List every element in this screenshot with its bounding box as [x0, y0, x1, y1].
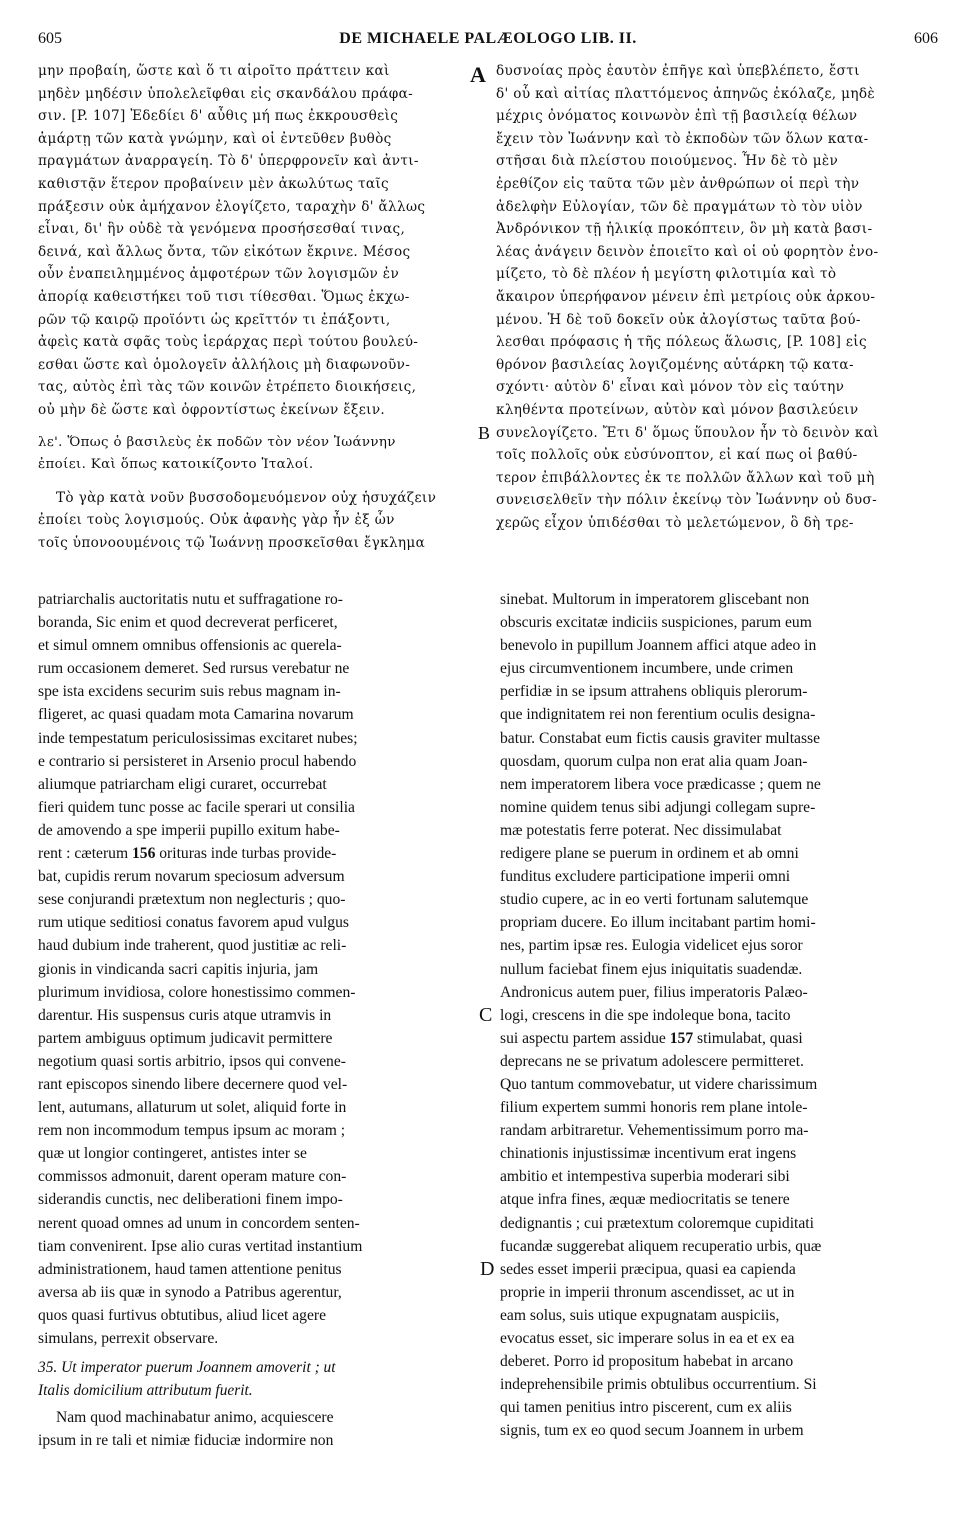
marginal-page-number: 157	[669, 1029, 694, 1047]
text-line: sedes esset imperii præcipua, quasi ea capienda	[500, 1260, 796, 1278]
text-line: Quo tantum commovebatur, ut videre charissimum	[500, 1075, 818, 1093]
text-line: πραγμάτων ἀναρραγείη. Τὸ δ' ὑπερφρονεῖν καὶ ἀντι-	[38, 153, 419, 170]
text-line: et simul omnem omnibus offensionis ac querela-	[38, 637, 342, 655]
text-line: κληθέντα προτείνων, αὐτὸν καὶ μόνον βασιλεύειν	[496, 401, 859, 418]
text-line: ἐρεθίζον εἰς ταῦτα τῶν μὲν ἀνθρώπων οἱ περὶ τὴν	[496, 175, 860, 192]
text-line: plurimum invidiosa, colore honestissimo commen-	[38, 983, 356, 1001]
text-line: simulans, perrexit observare.	[38, 1330, 219, 1347]
text-line: 35. Ut imperator puerum Joannem amoverit ; ut	[38, 1359, 336, 1377]
text-line: que indignitatem rei non ferentium oculis designa-	[500, 706, 816, 724]
text-line: sinebat. Multorum in imperatorem gliscebant non	[500, 591, 810, 608]
running-title: DE MICHAELE PALÆOLOGO LIB. II.	[339, 30, 637, 47]
text-line: qui tamen penitius intro piscerent, cum ex aliis	[500, 1399, 792, 1417]
text-line: Ἀνδρόνικον τῇ ἡλικίᾳ προκόπτειν, ὃν μὴ κατὰ βασι-	[496, 221, 873, 238]
text-line: θρόνον βασιλείας λογιζομένης αὐτάρκη τῷ κατα-	[496, 356, 854, 373]
text-line: batur. Constabat eum fictis causis graviter multasse	[500, 729, 821, 747]
text-line: administrationem, haud tamen attentione penitus	[38, 1260, 342, 1278]
text-line: e contrario si persisteret in Arsenio procul habendo	[38, 752, 357, 770]
text-line: studio cupere, ac in eo verti fortunam salutemque	[500, 891, 809, 909]
text-line: τοῖς ὑπονοουμένοις τῷ Ἰωάννῃ προσκεῖσθαι ἔγκλημα	[38, 534, 426, 551]
section-marker-b: B	[478, 423, 491, 443]
text-line: ἔχειν τὸν Ἰωάννην καὶ τὸ ἐκποδὼν τῶν ὅλων κατα-	[496, 130, 869, 147]
text-line: οὖν ἐναπειλημμένος ἀμφοτέρων τῶν λογισμῶν ἐν	[38, 266, 400, 283]
greek-column-left	[38, 60, 468, 554]
latin-section-heading	[38, 1356, 470, 1402]
text-line: rum occasionem demeret. Sed rursus verebatur ne	[38, 660, 350, 678]
text-line: perfidiæ in se ipsum attrahens obliquis plerorum-	[500, 683, 808, 701]
text-line: μίζετο, τὸ δὲ πλέον ἡ μεγίστη φιλοτιμία καὶ τὸ	[496, 266, 837, 283]
text-line: Τὸ γὰρ κατὰ νοῦν βυσσοδομευόμενον οὐχ ἡσυχάζειν	[56, 489, 437, 506]
text-line: signis, tum ex eo quod secum Joannem in urbem	[500, 1422, 804, 1440]
text-line: chinationis injustissimæ incentivum erat ingens	[500, 1145, 797, 1163]
text-line: lent, autumans, allaturum ut solet, aliquid forte in	[38, 1099, 347, 1117]
greek-column-right	[496, 60, 932, 534]
text-line: de amovendo a spe imperii pupillo exitum habe-	[38, 821, 340, 839]
text-line: benevolo in pupillum Joannem affici atque adeo in	[500, 637, 817, 655]
section-marker-a: A	[470, 62, 486, 87]
latin-right-body	[500, 588, 934, 1442]
text-line: evocatus esset, sic imperare solus in ea et ex ea	[500, 1330, 795, 1347]
text-line: Andronicus autem puer, filius imperatoris Palæo-	[500, 983, 808, 1001]
text-line: μην προβαίη, ὥστε καὶ ὅ τι αἱροῖτο πράττειν καὶ	[38, 63, 390, 79]
text-line: μέχρις ὀνόματος κοινωνὸν ἐπὶ τῇ βασιλείᾳ θέλων	[496, 108, 858, 125]
text-line: darentur. His suspensus curis atque utramvis in	[38, 1006, 332, 1024]
section-marker-d: D	[480, 1258, 495, 1280]
text-line: eam solus, suis utique expugnatam auspiciis,	[500, 1306, 780, 1324]
text-line: randam arbitraretur. Vehementissimum porro ma-	[500, 1122, 809, 1140]
text-line: indeprehensibile primis obtulibus occurrentium. Si	[500, 1376, 817, 1394]
text-line: funditus excludere participatione imperii omni	[500, 868, 791, 886]
text-line: atque infra fines, æquæ mediocritatis se tenere	[500, 1191, 790, 1209]
text-line: Italis domicilium attributum fuerit.	[38, 1382, 253, 1400]
text-line: sese conjurandi prætextum non neglecturis ; quo-	[38, 891, 346, 909]
text-line: λε'. Ὅπως ὁ βασιλεὺς ἐκ ποδῶν τὸν νέον Ἰωάννην	[38, 434, 396, 450]
text-line: proprie in imperii thronum ascendisset, ac ut in	[500, 1283, 795, 1301]
text-line: μηδὲν μηδέσιν ὑπολελεῖφθαι εἰς σκανδάλου πράφα-	[38, 85, 414, 102]
text-line: quæ ut longior contingeret, antistes inter se	[38, 1145, 307, 1163]
text-line: negotium quasi sortis arbitrio, ipsos qui convene-	[38, 1052, 346, 1070]
text-line: λέας ἀνάγειν δεινὸν ἐποιεῖτο καὶ οἱ οὐ φορητὸν ἐνο-	[496, 243, 879, 260]
page-number-left: 605	[38, 30, 62, 47]
text-line: haud dubium inde traherent, quod justitiæ ac reli-	[38, 937, 347, 955]
latin-left-body	[38, 588, 470, 1350]
greek-section-heading	[38, 432, 468, 477]
text-line: fligeret, ac quasi quadam mota Camarina novarum	[38, 706, 354, 724]
text-line: δ' οὗ καὶ αἰτίας πλαττόμενος ἀπηνῶς ἐκόλαζε, μηδὲ	[496, 85, 875, 102]
text-line: propriam ducere. Eo illum incitabant partim homi-	[500, 914, 816, 932]
section-marker-c: C	[479, 1004, 493, 1026]
text-line: dedignantis ; cui prætextum coloremque cupiditati	[500, 1214, 814, 1232]
text-line: nerent quoad omnes ad unum in concordem senten-	[38, 1214, 360, 1232]
latin-left-after-body	[38, 1406, 470, 1452]
text-line: ρῶν τῷ καιρῷ προϊόντι ὡς κρεῖττόν τι ἐπάξοντι,	[38, 311, 391, 328]
text-line: rem non incommodum tempus ipsum ac moram ;	[38, 1122, 346, 1140]
text-line: quos quasi furtivus obtutibus, aliud licet agere	[38, 1306, 326, 1324]
text-line: rent : cæterum 156 orituras inde turbas provide-	[38, 845, 337, 863]
text-line: nes, partim ipsæ res. Eulogia videlicet ejus soror	[500, 937, 803, 955]
text-line: ambitio et intempestiva superbia moderari sibi	[500, 1168, 790, 1186]
greek-left-after-body	[38, 487, 468, 555]
text-line: λεσθαι πρόφασις ἡ τῆς πόλεως ἅλωσις, [P. 108] εἰς	[496, 334, 867, 351]
text-line: redigere plane se puerum in ordinem et ab omni	[500, 845, 799, 863]
text-line: μένου. Ἡ δὲ τοῦ δοκεῖν οὐκ ἀλογίστως ταῦτα βού-	[496, 311, 861, 328]
text-line: ἀφεὶς κατὰ σφᾶς τοὺς ἱεράρχας περὶ τούτου βουλεύ-	[38, 334, 419, 351]
text-line: ipsum in re tali et nimiæ fiduciæ indormire non	[38, 1432, 334, 1450]
text-line: logi, crescens in die spe indoleque bona, tacito	[500, 1006, 791, 1024]
text-line: οὐ μὴν δὲ ὥστε καὶ ὀφροντίστως ἐκείνων ἔξειν.	[38, 401, 386, 418]
text-line: στῆσαι διὰ πλείστου ποιούμενος. Ἦν δὲ τὸ μὲν	[496, 153, 839, 170]
latin-column-right	[500, 588, 934, 1442]
text-line: χερῶς εἶχον ὑπιδέσθαι τὸ μελετώμενον, ὃ δὴ τρε-	[496, 514, 854, 531]
text-line: patriarchalis auctoritatis nutu et suffragatione ro-	[38, 591, 343, 608]
text-line: quosdam, quorum culpa non erat alia quam Joan-	[500, 752, 808, 770]
text-line: mæ potestatis ferre poterat. Nec dissimulabat	[500, 821, 782, 839]
text-line: filium expertem summi honoris rem plane intole-	[500, 1099, 808, 1117]
text-line: bat, cupidis rerum novarum speciosum adversum	[38, 868, 345, 886]
text-line: tiam convenirent. Ipse alio curas vertitad instantium	[38, 1237, 363, 1255]
text-line: commissos admonuit, darent operam mature con-	[38, 1168, 347, 1186]
text-line: fucandæ suggerebat aliquem recuperatio urbis, quæ	[500, 1237, 822, 1255]
text-line: ἁμάρτῃ τῶν κατὰ γνώμην, καὶ οἱ ἐντεῦθεν βυθὸς	[38, 130, 392, 147]
text-line: ἄκαιρον ὑπερήφανον μένειν ἐπὶ μετρίοις οὐκ ἀρκου-	[496, 288, 876, 305]
text-line: aversa ab iis quæ in synodo a Patribus agerentur,	[38, 1283, 342, 1301]
text-line: gionis in vindicanda sacri capitis injuria, jam	[38, 960, 319, 978]
text-line: inde tempestatum periculosissimas excitaret nubes;	[38, 729, 358, 747]
latin-column-left	[38, 588, 470, 1452]
text-line: aliumque patriarcham eligi curaret, occurrebat	[38, 775, 327, 793]
text-line: εἶναι, δι' ἣν οὐδὲ τὰ γενόμενα προσήσεσθαί τινας,	[38, 221, 406, 238]
page-header	[38, 30, 938, 52]
text-line: ἐποίει. Καὶ ὅπως κατοικίζοντο Ἰταλοί.	[38, 457, 314, 473]
text-line: siderandis cunctis, nec deliberationi finem impo-	[38, 1191, 343, 1209]
text-line: boranda, Sic enim et quod decreverat perficeret,	[38, 614, 338, 632]
page-number-right: 606	[914, 30, 938, 47]
text-line: τοῖς πολλοῖς οὐκ εὐσύνοπτον, εἰ καί πως οἱ βαθύ-	[496, 447, 858, 464]
marginal-page-number: 156	[131, 845, 156, 863]
greek-left-body	[38, 60, 468, 422]
text-line: partem ambiguus optimum judicavit permittere	[38, 1029, 333, 1047]
text-line: δεινά, καὶ ἄλλως ὄντα, τῶν εἰκότων ἔκρινε. Μέσος	[38, 243, 411, 260]
text-line: καθιστᾷν ἕτερον προβαίνειν μὲν ἀκωλύτως ταῖς	[38, 175, 390, 192]
text-line: σχόντι· αὐτὸν δ' εἶναι καὶ μόνον τὸν εἰς ταύτην	[496, 379, 845, 396]
text-line: nullum faciebat finem ejus iniquitatis suadendæ.	[500, 960, 803, 978]
text-line: deprecans ne se privatum adolescere permitteret.	[500, 1052, 804, 1070]
text-line: obscuris excitatæ indiciis suspiciones, parum eum	[500, 614, 812, 632]
text-line: sui aspectu partem assidue 157 stimulabat, quasi	[500, 1029, 803, 1047]
text-line: εσθαι ὥστε καὶ ὁμολογεῖν ἀλλήλοις μὴ διαφωνοῦν-	[38, 356, 411, 373]
text-line: συνελογίζετο. Ἔτι δ' ὅμως ὕπουλον ἦν τὸ δεινὸν καὶ	[496, 424, 879, 441]
text-line: Nam quod machinabatur animo, acquiescere	[56, 1409, 334, 1427]
text-line: ejus circumventionem incumbere, unde crimen	[500, 660, 794, 678]
text-line: πράξεσιν οὐκ ἀμήχανον ἐλογίζετο, ταραχὴν δ' ἄλλως	[38, 198, 426, 215]
text-line: fieri quidem tunc posse ac facile sperari ut consilia	[38, 798, 355, 816]
text-line: nem imperatorem libera voce prædicasse ; quem ne	[500, 775, 821, 793]
text-line: τας, αὐτὸς ἐπὶ τὰς τῶν κοινῶν ἐτρέπετο διοικήσεις,	[38, 379, 417, 396]
text-line: deberet. Porro id propositum habebat in arcano	[500, 1353, 794, 1371]
text-line: rant episcopos sinendo libere decernere quod vel-	[38, 1075, 348, 1093]
text-line: rum utique seditiosi conatus favorem apud vulgus	[38, 914, 349, 932]
text-line: nomine quidem tenus sibi adjungi collegam supre-	[500, 798, 816, 816]
text-line: συνεισελθεῖν τὴν πόλιν ἐκείνῳ τὸν Ἰωάννην οὐ δυσ-	[496, 492, 878, 509]
text-line: ἐποίει τοὺς λογισμούς. Οὐκ ἀφανὴς γὰρ ἦν ἐξ ὧν	[38, 512, 395, 529]
text-line: τερον ἐπιβάλλοντες ἐκ τε πολλῶν ἄλλων καὶ τοῦ μὴ	[496, 469, 875, 486]
greek-right-body	[496, 60, 932, 534]
text-line: ἀδελφὴν Εὐλογίαν, τῶν δὲ πραγμάτων τὸ τὸν υἱὸν	[496, 198, 863, 215]
text-line: ἀπορίᾳ καθειστήκει τοῦ τισι τίθεσθαι. Ὅμως ἐκχω-	[38, 288, 410, 305]
text-line: δυσνοίας πρὸς ἑαυτὸν ἐπῆγε καὶ ὑπεβλέπετο, ἔστι	[496, 63, 860, 79]
text-line: spe ista excidens securim suis rebus magnam in-	[38, 683, 341, 701]
text-line: σιν. [P. 107] Ἐδεδίει δ' αὖθις μή πως ἐκκρουσθεὶς	[38, 108, 399, 125]
